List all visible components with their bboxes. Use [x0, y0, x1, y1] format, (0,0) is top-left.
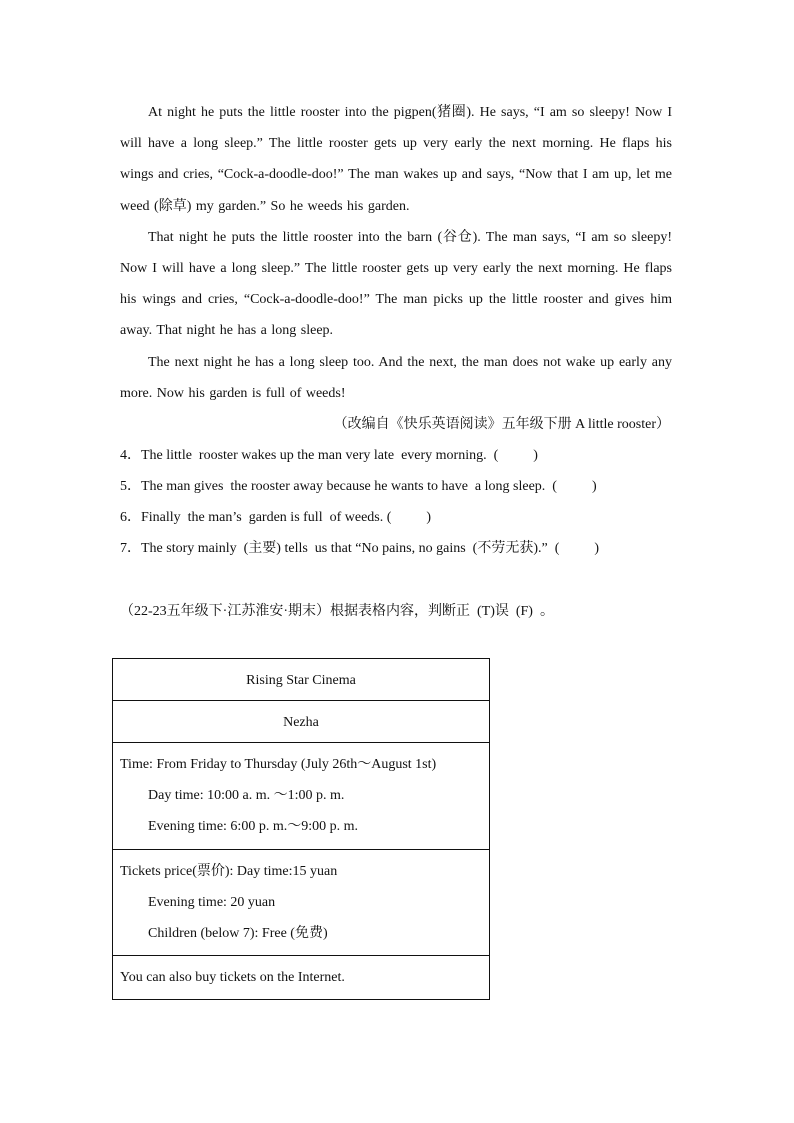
table-row-online: You can also buy tickets on the Internet. — [113, 955, 489, 999]
question-item: 7．The story mainly (主要) tells us that “No pains, no gains (不劳无获).” ( ) — [120, 541, 600, 557]
question-item: 5．The man gives the rooster away because he wants to have a long sleep. ( ) — [120, 479, 597, 495]
table-row-prices — [113, 849, 489, 956]
question-list — [120, 440, 672, 564]
passage-paragraph-1: At night he puts the little rooster into the pigpen(猪圈). He says, “I am so sleepy! Now I will have a long sleep.” The little rooster gets up very early the next morning. He flaps his wings and cries, “Cock-a-doodle-doo!” The man wakes up and says, “Now that I am up, let me weed (除草) my garden.” So he weeds his garden. — [120, 105, 672, 214]
passage-paragraph-3: The next night he has a long sleep too. And the next, the man does not wake up early any more. Now his garden is full of weeds! — [120, 354, 672, 401]
table-row-cinema-name: Rising Star Cinema — [246, 673, 356, 688]
cinema-table — [112, 658, 490, 1000]
table-row-showtimes — [113, 742, 489, 849]
showtime-range: Time: From Friday to Thursday (July 26th～August 1st) — [120, 757, 437, 772]
reading-passage — [120, 97, 672, 564]
passage-paragraph-2: That night he puts the little rooster into the barn (谷仓). The man says, “I am so sleepy! Now I will have a long sleep.” The little rooster gets up very early the next morning. He flaps his wings and cries, “Cock-a-doodle-doo!” The man picks up the little rooster and gives him away. That night he has a long sleep. — [120, 229, 672, 339]
task-instruction: （22-23五年级下·江苏淮安·期末）根据表格内容，判断正 (T)误 (F) 。 — [120, 604, 554, 619]
passage-source: （改编自《快乐英语阅读》五年级下册 A little rooster） — [333, 417, 670, 433]
question-item: 6．Finally the man’s garden is full of weeds. ( ) — [120, 510, 432, 526]
table-row-movie-title: Nezha — [113, 700, 489, 742]
evening-time: Evening time: 6:00 p. m.～9:00 p. m. — [148, 819, 358, 835]
ticket-price-children: Children (below 7): Free (免费) — [148, 926, 328, 942]
ticket-price-day: Tickets price(票价): Day time:15 yuan — [120, 863, 338, 879]
ticket-price-evening: Evening time: 20 yuan — [148, 894, 276, 910]
question-item: 4．The little rooster wakes up the man very late every morning. ( ) — [120, 448, 538, 464]
day-time: Day time: 10:00 a. m. ～1:00 p. m. — [148, 788, 345, 804]
